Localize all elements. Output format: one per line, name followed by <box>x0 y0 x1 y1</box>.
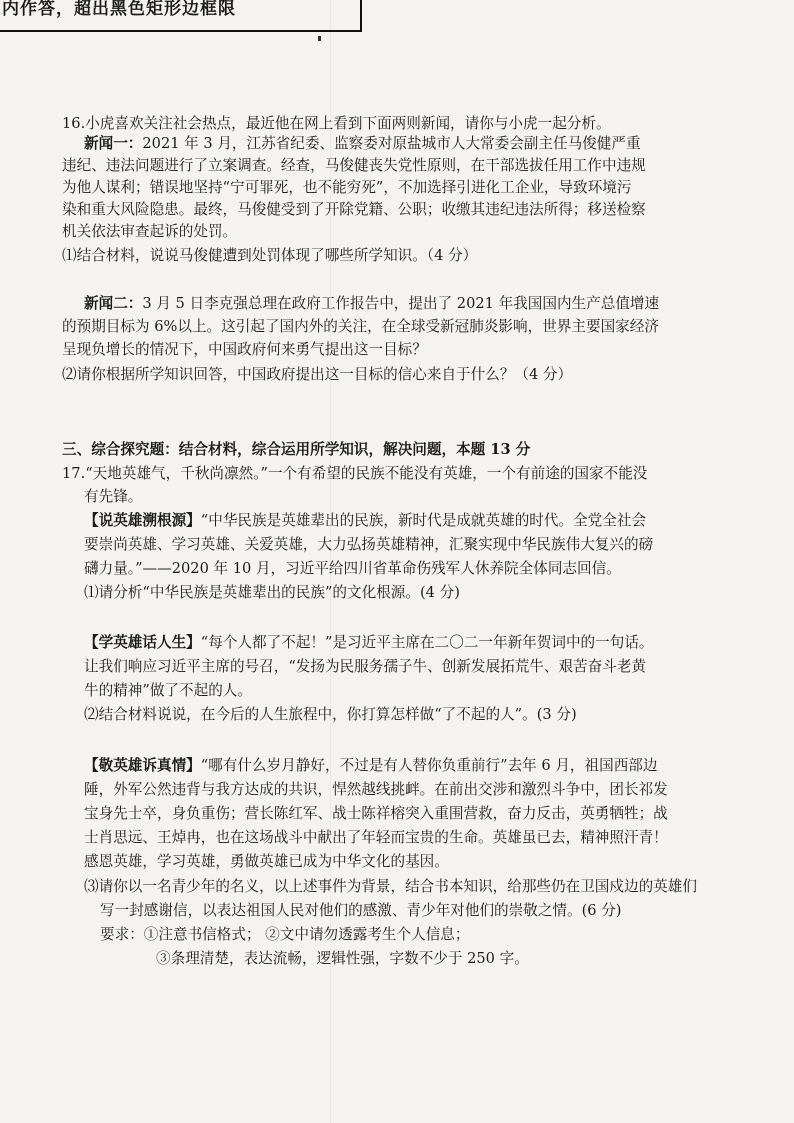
part3-line: “哪有什么岁月静好，不过是有人替你负重前行”去年 6 月，祖国西部边 <box>200 757 658 774</box>
part1-line: “中华民族是英雄辈出的民族，新时代是成就英雄的时代。全党全社会 <box>200 512 647 529</box>
part1-label: 【说英雄溯根源】 <box>84 512 201 529</box>
part2-question: ⑵结合材料说说，在今后的人生旅程中，你打算怎样做“了不起的人”。(3 分) <box>84 706 577 723</box>
part2-first-line <box>84 633 654 653</box>
part2-line: “每个人都了不起！”是习近平主席在二〇二一年新年贺词中的一句话。 <box>200 634 654 651</box>
answer-area-border <box>0 0 362 32</box>
news1-line: 2021 年 3 月，江苏省纪委、监察委对原盐城市人大常委会副主任马俊健严重 <box>142 135 641 152</box>
news2-line: 3 月 5 日李克强总理在政府工作报告中，提出了 2021 年我国国内生产总值增速 <box>142 295 660 312</box>
q16-sub2: ⑵请你根据所学知识回答，中国政府提出这一目标的信心来自于什么？（4 分） <box>62 366 573 383</box>
part1-question: ⑴请分析“中华民族是英雄辈出的民族”的文化根源。(4 分) <box>84 584 460 601</box>
part2-line: 牛的精神”做了不起的人。 <box>84 682 252 699</box>
part3-line: 士肖思远、王焯冉，也在这场战斗中献出了年轻而宝贵的生命。英雄虽已去，精神照汗青！ <box>84 829 668 846</box>
part3-line: 感恩英雄，学习英雄，勇做英雄已成为中华文化的基因。 <box>84 853 449 870</box>
news1-line: 违纪、违法问题进行了立案调查。经查，马俊健丧失党性原则，在干部选拔任用工作中违规 <box>62 157 646 174</box>
q16-stem: 16.小虎喜欢关注社会热点，最近他在网上看到下面两则新闻，请你与小虎一起分析。 <box>62 115 611 132</box>
q16-sub1: ⑴结合材料，说说马俊健遭到处罚体现了哪些所学知识。（4 分） <box>62 247 478 264</box>
part3-line: 陲，外军公然违背与我方达成的共识，悍然越线挑衅。在前出交涉和激烈斗争中，团长祁发 <box>84 781 668 798</box>
news2-line: 呈现负增长的情况下，中国政府何来勇气提出这一目标？ <box>62 341 427 358</box>
part2-line: 让我们响应习近平主席的号召，“发扬为民服务孺子牛、创新发展拓荒牛、艰苦奋斗老黄 <box>84 658 647 675</box>
part3-line: 宝身先士卒，身负重伤；营长陈红军、战士陈祥榕突入重围营救，奋力反击，英勇牺牲；战 <box>84 805 668 822</box>
news2-label: 新闻二： <box>84 295 143 312</box>
q16-news2-first-line <box>84 294 659 314</box>
news1-line: 机关依法审查起诉的处罚。 <box>62 223 238 240</box>
part1-first-line <box>84 511 646 531</box>
part3-label: 【敬英雄诉真情】 <box>84 757 201 774</box>
part1-line: 礴力量。”——2020 年 10 月，习近平给四川省革命伤残军人休养院全体同志回信。 <box>84 560 621 577</box>
part2-label: 【学英雄话人生】 <box>84 634 201 651</box>
part1-line: 要崇尚英雄、学习英雄、关爱英雄，大力弘扬英雄精神，汇聚实现中华民族伟大复兴的磅 <box>84 536 654 553</box>
part3-question-line: ⑶请你以一名青少年的名义，以上述事件为背景，结合书本知识，给那些仍在卫国戍边的英雄们 <box>84 878 697 895</box>
q17-stem-line: 17.“天地英雄气，千秋尚凛然。”一个有希望的民族不能没有英雄，一个有前途的国家不能没 <box>62 465 648 482</box>
part3-question-line: 写一封感谢信，以表达祖国人民对他们的感激、青少年对他们的崇敬之情。(6 分) <box>100 902 622 919</box>
q17-stem-line: 有先锋。 <box>84 488 143 505</box>
section3-heading: 三、综合探究题：结合材料，综合运用所学知识，解决问题，本题 13 分 <box>62 441 531 458</box>
q16-news1-first-line <box>84 134 641 154</box>
news1-label: 新闻一： <box>84 135 143 152</box>
cut-off-notice: 内作答，超出黑色矩形边框限 <box>2 0 236 19</box>
requirement-line: ③条理清楚，表达流畅，逻辑性强，字数不少于 250 字。 <box>156 950 529 967</box>
part3-first-line <box>84 756 657 776</box>
news2-line: 的预期目标为 6%以上。这引起了国内外的关注，在全球受新冠肺炎影响，世界主要国家经济 <box>62 318 659 335</box>
news1-line: 为他人谋利；错误地坚持“宁可罪死，也不能穷死”，不加选择引进化工企业，导致环境污 <box>62 179 632 196</box>
requirement-line: 要求：①注意书信格式； ②文中请勿透露考生个人信息； <box>100 926 470 943</box>
news1-line: 染和重大风险隐患。最终，马俊健受到了开除党籍、公职；收缴其违纪违法所得；移送检察 <box>62 201 646 218</box>
scan-mark <box>318 36 321 41</box>
